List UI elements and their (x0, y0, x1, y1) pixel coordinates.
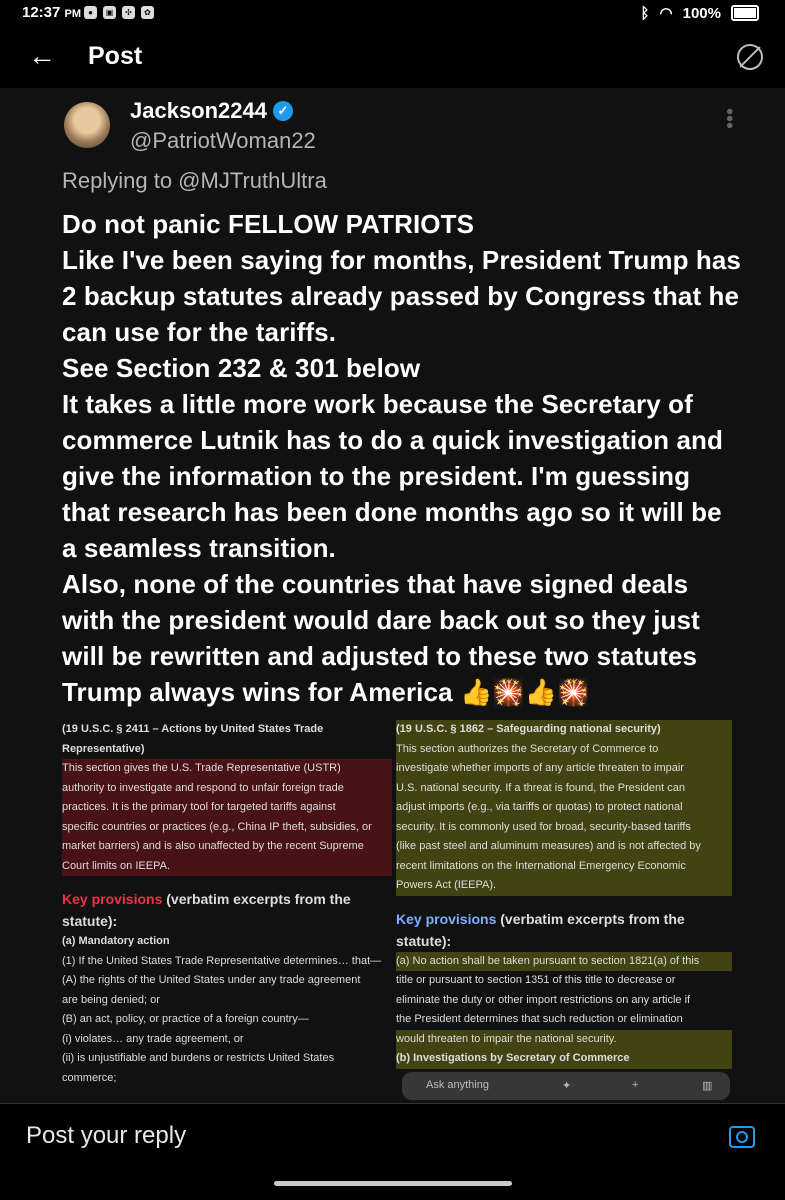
header (0, 28, 785, 88)
doc-line: the President determines that such reduction or elimination (396, 1013, 683, 1025)
doc-line: market barriers) and is also unaffected by the recent Supreme (62, 837, 392, 857)
notification-icons (84, 6, 154, 19)
post-line: Trump always wins for America 👍🎇👍🎇 (62, 677, 590, 707)
ask-bar (402, 1072, 730, 1100)
doc-line: (a) Mandatory action (62, 935, 170, 947)
arrow-left-icon[interactable]: ← (28, 40, 56, 71)
doc-line: authority to investigate and respond to unfair foreign trade (62, 779, 392, 799)
avatar[interactable] (64, 102, 110, 148)
plus-icon: + (632, 1079, 639, 1091)
post-line: Do not panic FELLOW PATRIOTS (62, 209, 475, 239)
post-card (0, 88, 785, 1103)
attached-image-right[interactable] (396, 720, 732, 1100)
doc-line: investigate whether imports of any article threaten to impair (396, 759, 732, 779)
doc-line: (A) the rights of the United States under any trade agreement (62, 974, 361, 986)
post-text (62, 206, 742, 710)
doc-line: specific countries or practices (e.g., China IP theft, subsidies, or (62, 818, 392, 838)
doc-line: This section gives the U.S. Trade Representative (USTR) (62, 759, 392, 779)
doc-line: (i) violates… any trade agreement, or (62, 1032, 244, 1045)
attached-image-left[interactable] (62, 720, 392, 1100)
post-line: Also, none of the countries that have signed deals with the president would dare back out so they just will be rewritten and adjusted to these two statutes (62, 569, 700, 671)
doc-subheading: Key provisions (verbatim excerpts from the statute): (62, 891, 351, 929)
replying-to[interactable]: Replying to @MJTruthUltra (62, 168, 327, 193)
slack-icon: ✣ (122, 6, 135, 19)
post-line: It takes a little more work because the Secretary of commerce Lutnik has to do a quick investigation and give the information to the president. I'm guessing that research has been done months ago so it will be a seamless transition. (62, 389, 724, 563)
grok-icon[interactable] (737, 44, 763, 70)
reply-input[interactable]: Post your reply (26, 1122, 187, 1149)
wifi-icon: ◠ (659, 5, 673, 22)
doc-line: are being denied; or (62, 993, 160, 1006)
doc-heading: Representative) (62, 742, 145, 755)
doc-line: adjust imports (e.g., via tariffs or quotas) to protect national (396, 798, 732, 818)
doc-line: would threaten to impair the national security. (396, 1030, 732, 1050)
home-indicator[interactable] (274, 1181, 512, 1186)
doc-line: practices. It is the primary tool for targeted tariffs against (62, 798, 392, 818)
battery-percent: 100% (682, 4, 721, 22)
ring-icon: ▣ (103, 6, 116, 19)
doc-heading: (19 U.S.C. § 2411 – Actions by United States Trade (62, 723, 324, 735)
doc-heading: (19 U.S.C. § 1862 – Safeguarding national security) (396, 720, 732, 740)
sparkle-icon: ✦ (562, 1080, 572, 1092)
doc-line: eliminate the duty or other import restrictions on any article if (396, 993, 691, 1006)
verified-badge-icon: ✓ (273, 101, 293, 121)
battery-icon (731, 5, 759, 21)
doc-line: Court limits on IEEPA. (62, 857, 392, 877)
status-right (641, 4, 759, 22)
post-line: See Section 232 & 301 below (62, 353, 421, 383)
status-bar (0, 0, 785, 28)
doc-line: (like past steel and aluminum measures) and is not affected by (396, 837, 732, 857)
doc-line: (b) Investigations by Secretary of Commerce (396, 1049, 732, 1069)
doc-line: (a) No action shall be taken pursuant to section 1821(a) of this (396, 952, 732, 972)
doc-line: This section authorizes the Secretary of Commerce to (396, 740, 732, 760)
mic-icon: ▥ (702, 1080, 713, 1092)
doc-line: security. It is commonly used for broad, security-based tariffs (396, 818, 732, 838)
doc-line: commerce; (62, 1071, 117, 1084)
doc-line: title or pursuant to section 1351 of this title to decrease or (396, 974, 676, 986)
display-name[interactable]: Jackson2244 ✓ (130, 98, 293, 124)
reply-bar[interactable] (0, 1103, 785, 1174)
bluetooth-icon: ᛒ (640, 4, 650, 22)
system-nav-bar (0, 1173, 785, 1200)
ask-placeholder: Ask anything (426, 1079, 489, 1091)
doc-line: (B) an act, policy, or practice of a foreign country— (62, 1013, 309, 1025)
status-time: 12:37 PM (22, 4, 82, 21)
more-options-icon[interactable]: ••• (718, 108, 740, 130)
page-title: Post (88, 42, 143, 70)
app-icon: ✿ (141, 6, 154, 19)
doc-line: recent limitations on the International Emergency Economic (396, 857, 732, 877)
doc-line: U.S. national security. If a threat is found, the President can (396, 779, 732, 799)
doc-subheading: Key provisions (verbatim excerpts from the statute): (396, 910, 685, 949)
post-line: Like I've been saying for months, President Trump has 2 backup statutes already passed by Congress that he can use for the tariffs. (62, 245, 741, 347)
doc-line: (ii) is unjustifiable and burdens or restricts United States (62, 1052, 335, 1064)
chat-icon: ● (84, 6, 97, 19)
camera-icon[interactable] (729, 1126, 755, 1148)
doc-line: Powers Act (IEEPA). (396, 876, 732, 896)
doc-line: (1) If the United States Trade Representative determines… that— (62, 954, 382, 967)
user-handle[interactable]: @PatriotWoman22 (130, 128, 316, 153)
